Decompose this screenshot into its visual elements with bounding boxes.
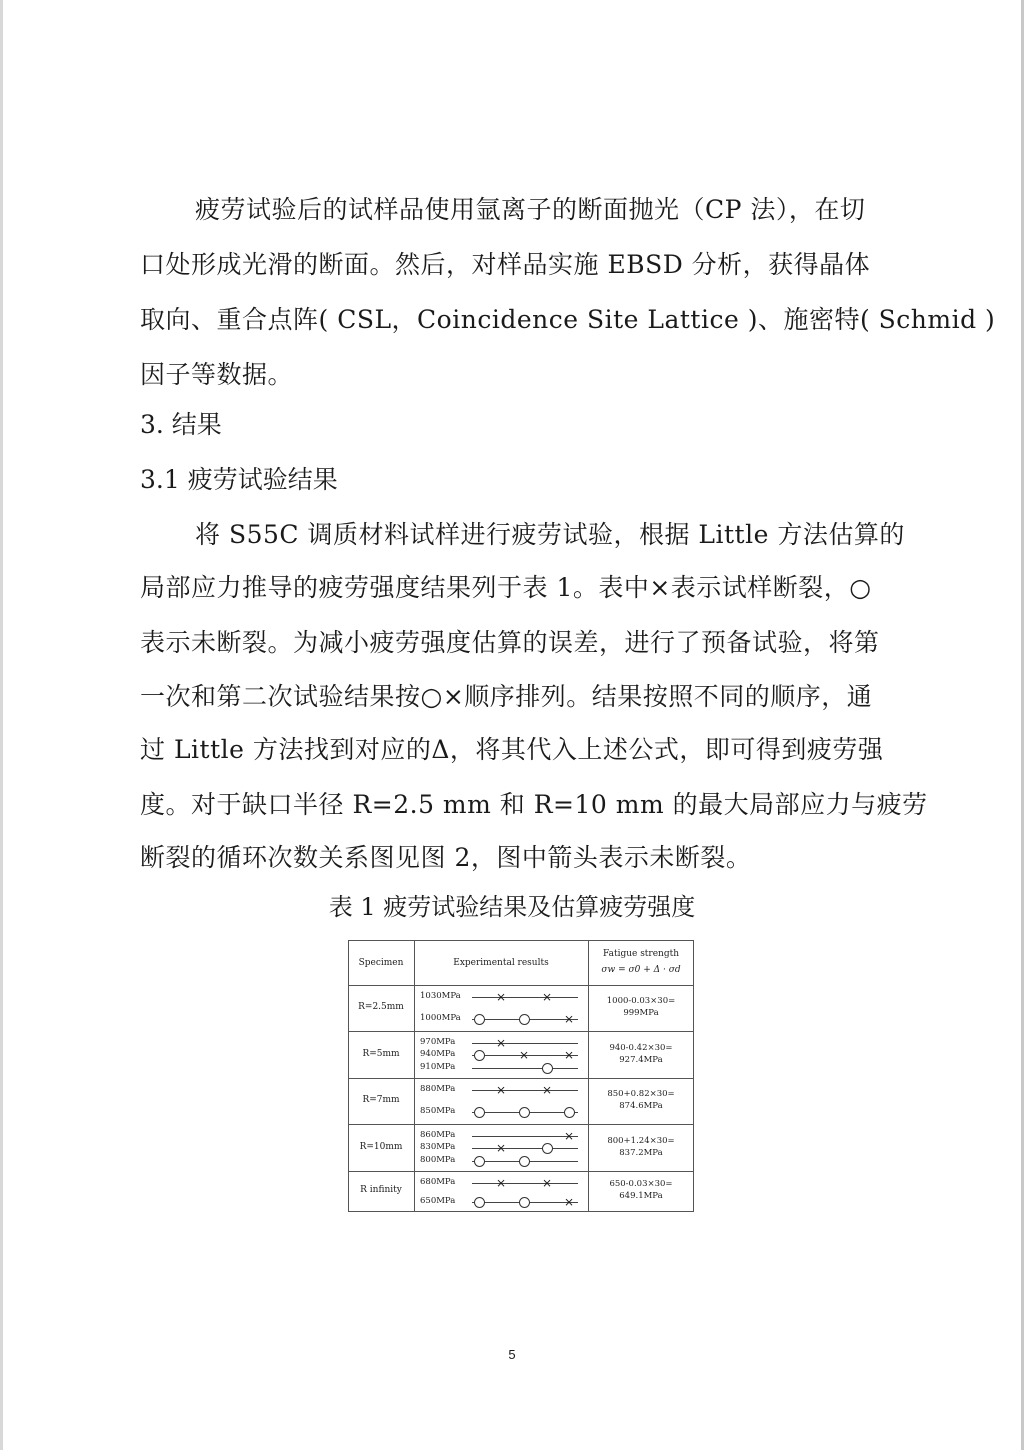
fatigue-results-table [348,940,694,1212]
section-heading-3-1: 3.1 疲劳试验结果 [140,465,338,494]
page-number: 5 [508,1347,516,1362]
row-divider [348,1078,694,1079]
fracture-mark: × [541,1083,553,1097]
header-experimental-results: Experimental results [453,958,549,968]
header-strength-formula: σw = σ0 + Δ · σd [601,965,681,975]
table-border [348,940,694,941]
stress-level-line [472,1148,578,1149]
fracture-mark: × [518,1048,530,1063]
header-fatigue-strength: Fatigue strength [602,949,680,959]
stress-level-label: 1000MPa [420,1013,461,1023]
row-divider [348,1171,694,1172]
fracture-mark: × [495,1141,507,1156]
runout-mark [474,1107,485,1118]
paragraph-1-line-3: 取向、重合点阵( CSL，Coincidence Site Lattice )、施密特( Schmid ) [140,305,996,334]
fracture-mark: × [541,1176,553,1190]
stress-level-label: 850MPa [420,1106,456,1116]
specimen-cell: R=10mm [359,1141,403,1152]
fracture-mark: × [495,1176,507,1190]
header-specimen: Specimen [358,958,404,968]
fatigue-strength-value: 999MPa [623,1008,659,1018]
fatigue-strength-value: 650-0.03×30= [609,1179,673,1189]
specimen-cell: R=7mm [362,1095,400,1105]
stress-level-label: 910MPa [420,1061,456,1072]
fracture-mark: × [563,1129,575,1143]
paragraph-2-line-5: 过 Little 方法找到对应的Δ，将其代入上述公式，即可得到疲劳强 [140,735,884,764]
stress-level-label: 860MPa [420,1130,456,1140]
stress-level-line [472,997,578,998]
fatigue-strength-value: 800+1.24×30= [607,1135,675,1146]
fatigue-strength-value: 927.4MPa [619,1054,663,1065]
fatigue-strength-value: 874.6MPa [619,1101,663,1111]
stress-level-line [472,1068,578,1069]
fatigue-strength-value: 649.1MPa [619,1191,663,1201]
table-caption: 表 1 疲劳试验结果及估算疲劳强度 [328,893,696,921]
runout-mark [519,1197,530,1208]
stress-level-label: 880MPa [420,1084,456,1094]
row-divider [348,1031,694,1032]
fracture-mark: × [495,1036,507,1050]
section-heading-3: 3. 结果 [140,410,222,439]
fatigue-strength-value: 850+0.82×30= [607,1089,675,1099]
runout-mark [519,1107,530,1118]
runout-mark [519,1156,530,1167]
stress-level-line [472,1183,578,1184]
stress-level-label: 1030MPa [420,991,461,1001]
paragraph-2-line-7: 断裂的循环次数关系图见图 2，图中箭头表示未断裂。 [140,843,752,872]
stress-level-line [472,1043,578,1044]
paragraph-2-line-4: 一次和第二次试验结果按○×顺序排列。结果按照不同的顺序，通 [140,682,873,711]
runout-mark [474,1197,485,1208]
fracture-mark: × [495,990,507,1004]
runout-mark [564,1107,575,1118]
header-divider [348,985,694,986]
runout-mark [542,1063,553,1074]
fracture-mark: × [495,1083,507,1097]
stress-level-label: 970MPa [420,1037,456,1047]
stress-level-label: 830MPa [420,1142,456,1153]
paragraph-1-line-1: 疲劳试验后的试样品使用氩离子的断面抛光（CP 法），在切 [195,195,866,224]
stress-level-label: 680MPa [420,1177,456,1187]
paragraph-1-line-2: 口处形成光滑的断面。然后，对样品实施 EBSD 分析，获得晶体 [140,250,871,279]
runout-mark [519,1014,530,1025]
paragraph-1-line-4: 因子等数据。 [140,360,294,389]
runout-mark [542,1143,553,1154]
specimen-cell: R infinity [360,1185,402,1195]
stress-level-label: 800MPa [420,1154,456,1165]
fatigue-strength-value: 940-0.42×30= [609,1042,673,1053]
paragraph-2-line-3: 表示未断裂。为减小疲劳强度估算的误差，进行了预备试验，将第 [140,628,880,657]
row-divider [348,1124,694,1125]
fatigue-strength-value: 1000-0.03×30= [606,996,676,1006]
paragraph-2-line-1: 将 S55C 调质材料试样进行疲劳试验，根据 Little 方法估算的 [195,520,905,549]
specimen-cell: R=2.5mm [358,1002,404,1012]
fracture-mark: × [563,1195,575,1209]
stress-level-label: 650MPa [420,1196,456,1206]
fracture-mark: × [563,1048,575,1063]
fracture-mark: × [563,1012,575,1026]
runout-mark [474,1050,485,1061]
stress-level-line [472,1090,578,1091]
paragraph-2-line-6: 度。对于缺口半径 R=2.5 mm 和 R=10 mm 的最大局部应力与疲劳 [140,790,928,819]
runout-mark [474,1156,485,1167]
fracture-mark: × [541,990,553,1004]
table-border [348,1211,694,1212]
specimen-cell: R=5mm [362,1048,400,1059]
paragraph-2-line-2: 局部应力推导的疲劳强度结果列于表 1。表中×表示试样断裂，○ [140,573,872,602]
stress-level-label: 940MPa [420,1049,456,1060]
runout-mark [474,1014,485,1025]
fatigue-strength-value: 837.2MPa [619,1147,663,1158]
page-edge [0,0,3,1450]
